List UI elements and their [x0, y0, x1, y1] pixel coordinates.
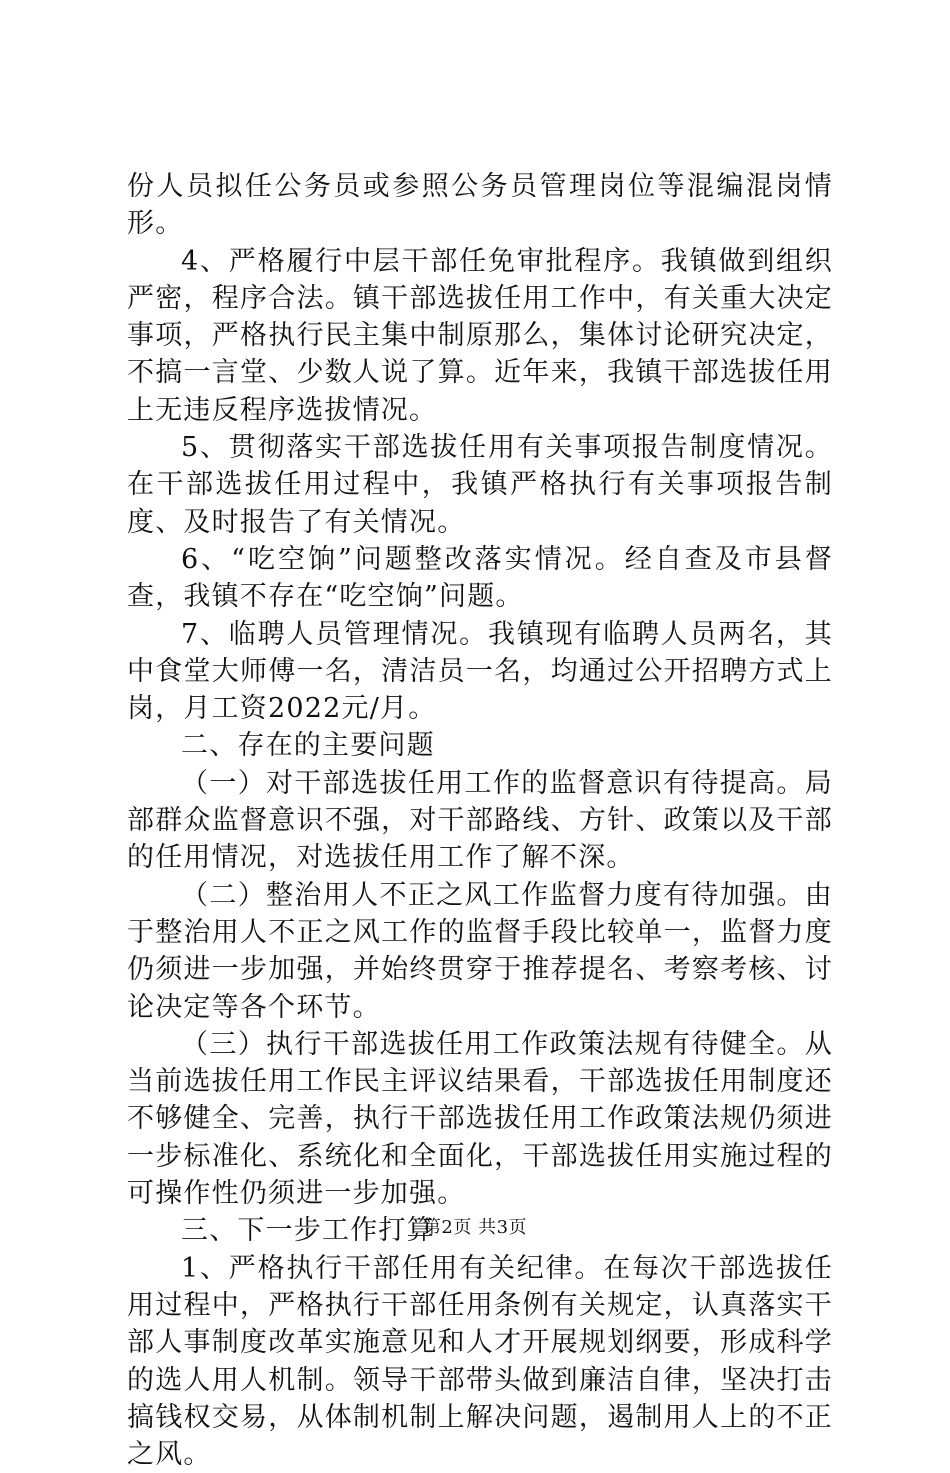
paragraph-item-4: 4、严格履行中层干部任免审批程序。我镇做到组织严密，程序合法。镇干部选拔任用工作中，有关重大决定事项，严格执行民主集中制原那么，集体讨论研究决定，不搞一言堂、少数人说了算。近年来，我镇干部选拔任用上无违反程序选拔情况。 — [127, 245, 833, 426]
paragraph-problem-2: （二）整治用人不正之风工作监督力度有待加强。由于整治用人不正之风工作的监督手段比较单一，监督力度仍须进一步加强，并始终贯穿于推荐提名、考察考核、讨论决定等各个环节。 — [127, 879, 833, 1023]
document-body — [127, 168, 833, 1473]
page-number-footer: 第2页 共3页 — [422, 1217, 528, 1238]
paragraph-problem-1: （一）对干部选拔任用工作的监督意识有待提高。局部群众监督意识不强，对干部路线、方针、政策以及干部的任用情况，对选拔任用工作了解不深。 — [127, 767, 833, 874]
section-heading-next-steps: 三、下一步工作打算 — [181, 1215, 435, 1247]
section-heading-problems: 二、存在的主要问题 — [181, 730, 435, 762]
paragraph-item-5: 5、贯彻落实干部选拔任用有关事项报告制度情况。在干部选拔任用过程中，我镇严格执行有关事项报告制度、及时报告了有关情况。 — [127, 432, 833, 538]
paragraph-plan-1: 1、严格执行干部任用有关纪律。在每次干部选拔任用过程中，严格执行干部任用条例有关规定，认真落实干部人事制度改革实施意见和人才开展规划纲要，形成科学的选人用人机制。领导干部带头做到廉洁自律，坚决打击搞钱权交易，从体制机制上解决问题，遏制用人上的不正之风。 — [127, 1252, 833, 1471]
paragraph-item-7: 7、临聘人员管理情况。我镇现有临聘人员两名，其中食堂大师傅一名，清洁员一名，均通过公开招聘方式上岗，月工资2022元/月。 — [127, 618, 833, 725]
paragraph-continuation: 份人员拟任公务员或参照公务员管理岗位等混编混岗情形。 — [127, 171, 833, 240]
paragraph-item-6: 6、“吃空饷”问题整改落实情况。经自查及市县督查，我镇不存在“吃空饷”问题。 — [127, 543, 833, 613]
paragraph-problem-3: （三）执行干部选拔任用工作政策法规有待健全。从当前选拔任用工作民主评议结果看，干部选拔任用制度还不够健全、完善，执行干部选拔任用工作政策法规仍须进一步标准化、系统化和全面化，干部选拔任用实施过程的可操作性仍须进一步加强。 — [127, 1028, 833, 1210]
